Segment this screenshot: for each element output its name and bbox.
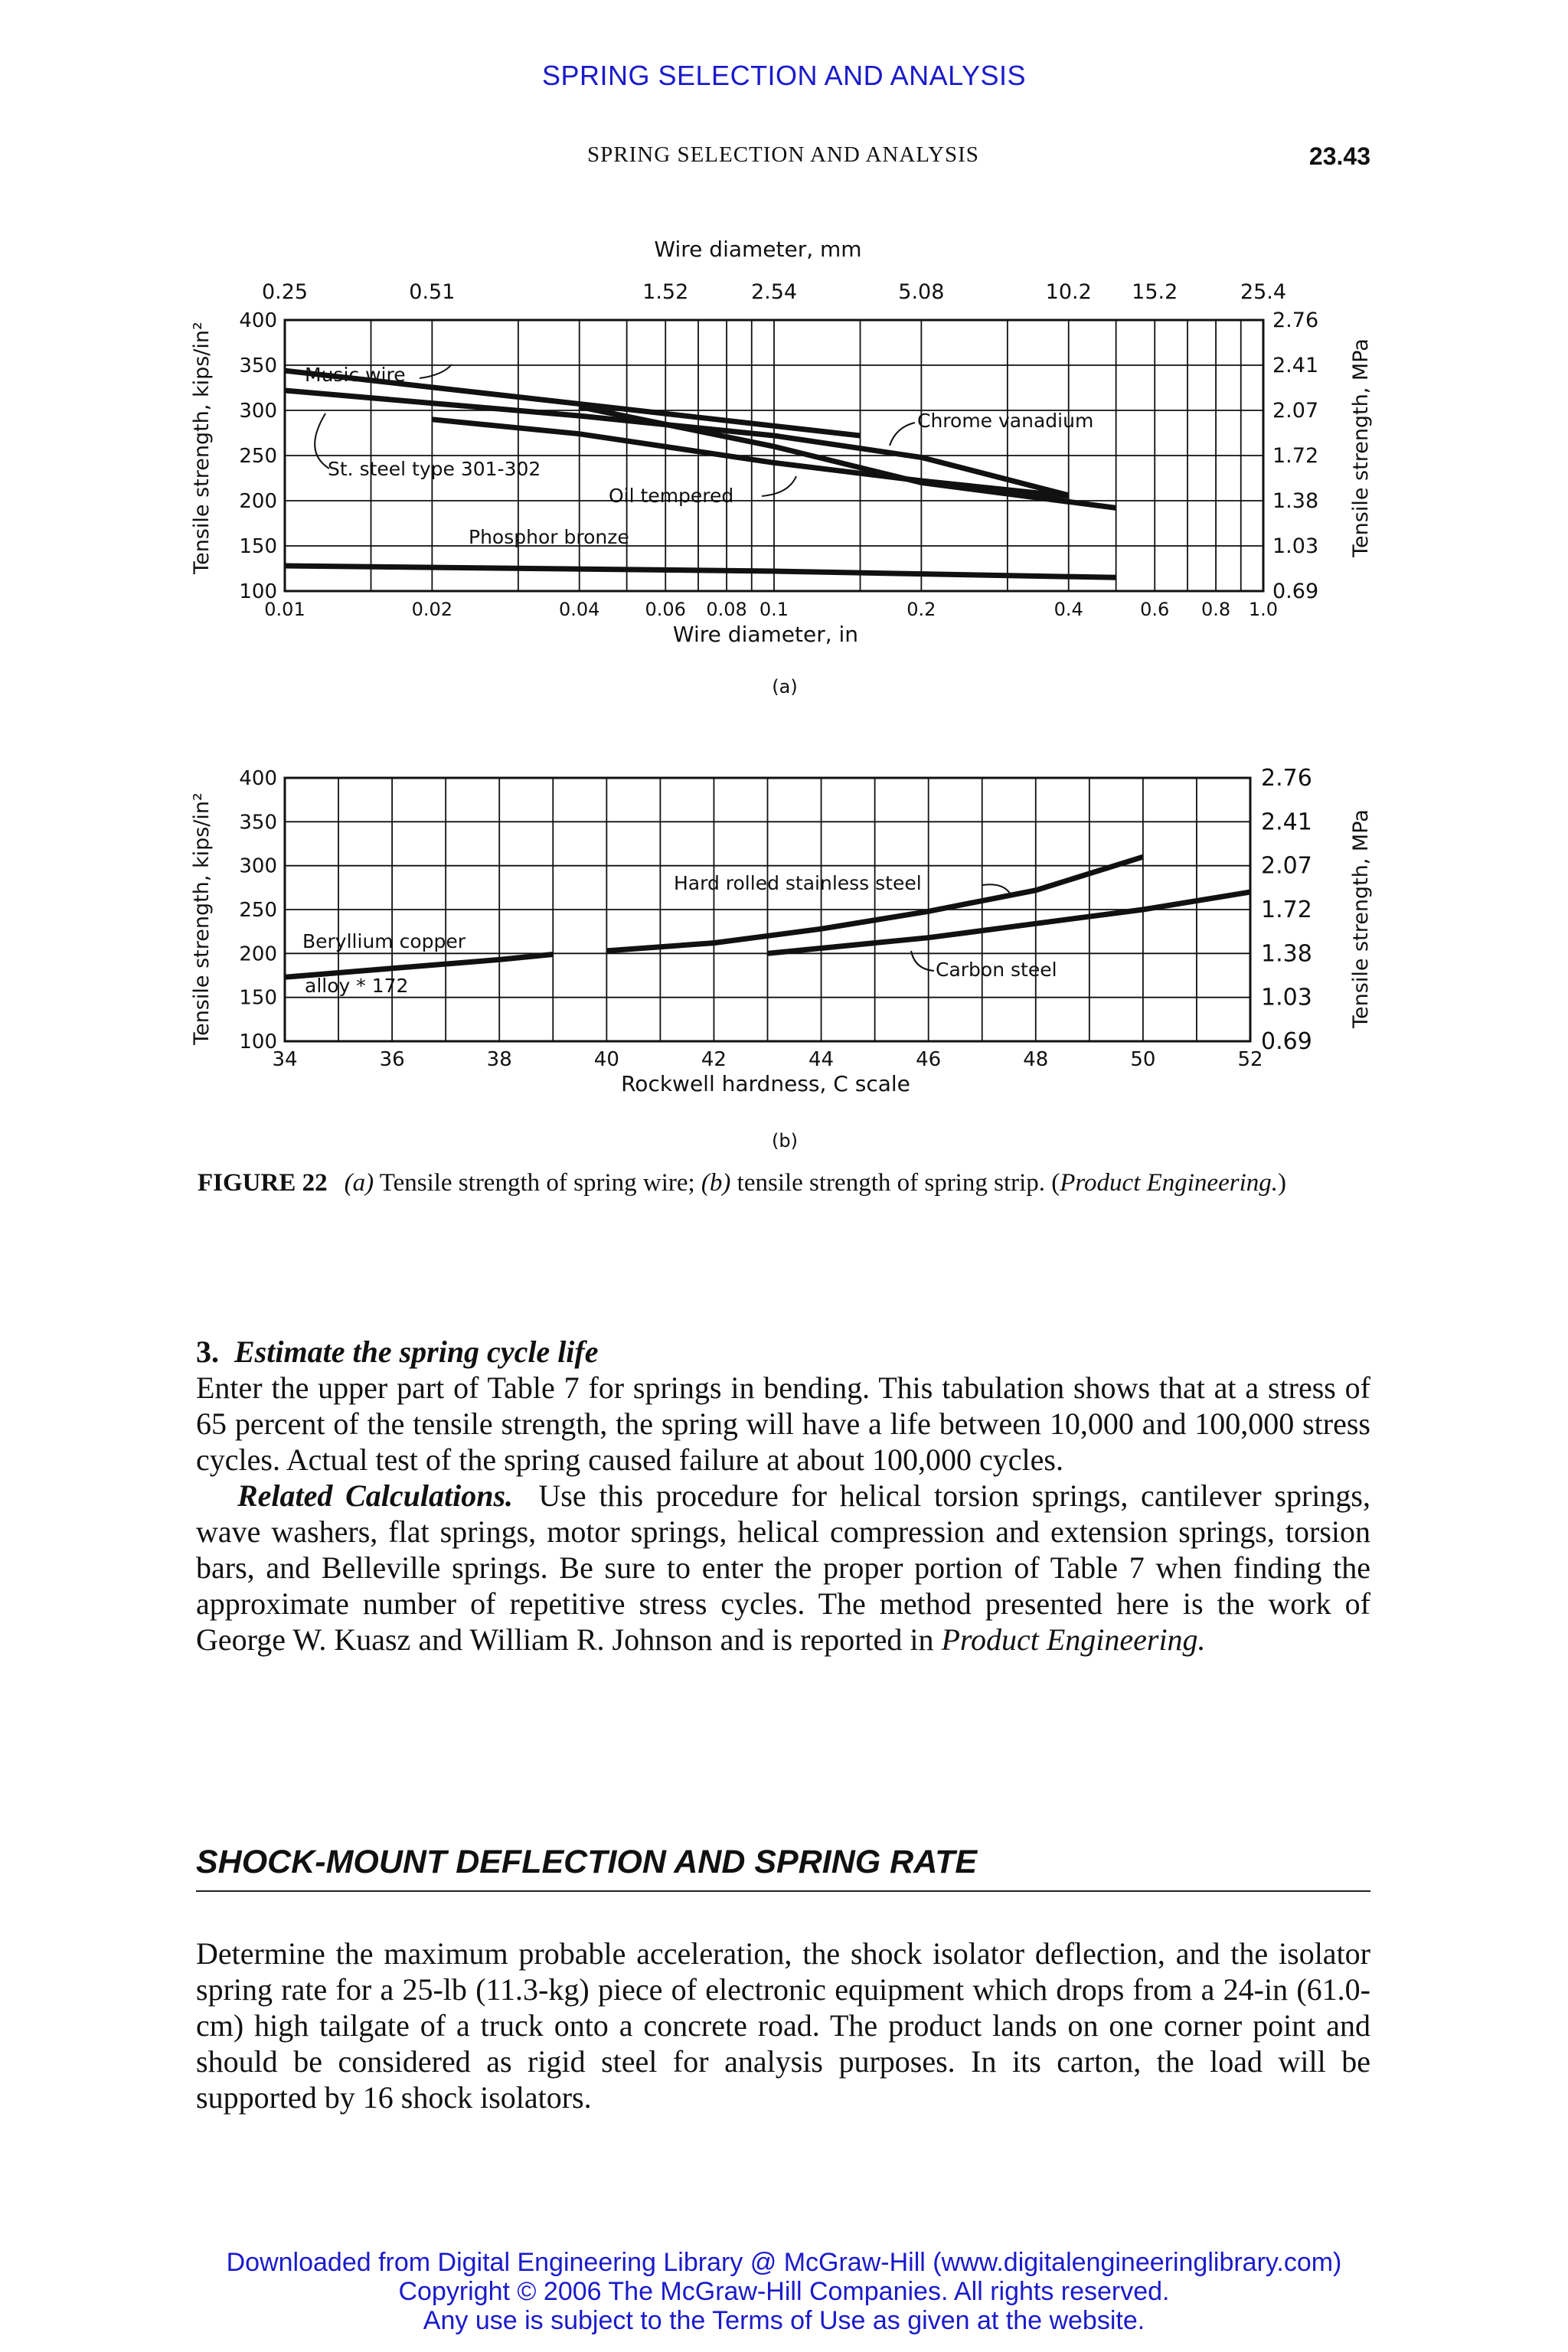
y-tick-label: 150 [239,986,277,1010]
x-tick-label: 0.08 [706,599,747,620]
right-axis-title: Tensile strength, MPa [1349,338,1373,557]
label-beryllium-1: Beryllium copper [302,930,466,952]
x-tick-label: 50 [1130,1048,1156,1071]
x2-tick-label: 2.54 [750,280,798,304]
step-3-text: Enter the upper part of Table 7 for springs in bending. This tabulation shows that at a stress of 65 percent of the tensile strength, the spring will have a life between 10,000 and 100,000 stress cycles. Actual test of the spring caused failure at about 100,000 cycles. [196,1370,1370,1477]
footer-download-link[interactable]: Downloaded from Digital Engineering Library @ McGraw-Hill (www.digitalengineeringlibrary.com) [226,2248,1342,2277]
y2-tick-label: 1.72 [1272,444,1319,468]
label-phosphor-bronze: Phosphor bronze [469,526,629,548]
x-tick-label: 0.6 [1140,599,1170,620]
x2-tick-label: 0.51 [409,280,456,304]
y2-tick-label: 1.72 [1261,897,1312,923]
label-hard-rolled: Hard rolled stainless steel [674,872,922,894]
y2-tick-label: 1.03 [1272,534,1319,558]
chart-strip-tensile-strength [0,758,1568,1171]
leader-oil-tempered [762,476,796,496]
running-head [196,142,1370,176]
label-stainless: St. steel type 301-302 [328,458,541,480]
y-tick-label: 200 [239,942,277,966]
y-tick-label: 100 [239,1031,277,1054]
section-body [196,1936,1370,2115]
x-tick-label: 0.02 [411,599,453,620]
page-number: 23.43 [1308,142,1370,170]
x-tick-label: 48 [1023,1048,1049,1071]
y-tick-label: 150 [239,535,277,558]
y2-tick-label: 2.07 [1272,399,1319,423]
x-tick-label: 0.01 [264,599,305,620]
y2-tick-label: 2.07 [1261,852,1312,880]
right-axis-title-b: Tensile strength, MPa [1349,809,1373,1028]
caption-label: FIGURE 22 [198,1169,328,1197]
y-tick-label: 350 [239,354,277,377]
x2-tick-label: 10.2 [1045,280,1092,304]
step-3-heading [196,1334,1370,1370]
label-carbon-steel: Carbon steel [936,959,1057,981]
related-calculations [196,1478,1370,1658]
step-3-block [196,1334,1370,1658]
label-beryllium-2: alloy * 172 [305,975,409,997]
bottom-axis-title-b: Rockwell hardness, C scale [621,1071,910,1096]
caption-close: ) [1278,1169,1286,1197]
related-text: Use this procedure for helical torsion springs, cantilever springs, wave washers, flat springs, motor springs, helical compression and extension springs, torsion bars, and Belleville springs. Be sure to enter the proper portion of Table 7 when finding the approximate number of repetitive stress cycles. The method presented here is the work of George W. Kuasz and William R. Johnson and is reported in [196,1478,1370,1657]
y-tick-label: 400 [239,767,277,790]
chart-wire-tensile-strength [0,222,1568,712]
y2-tick-label: 2.41 [1272,354,1319,377]
leader-music-wire [420,364,452,378]
leader-chrome-vanadium [890,423,915,446]
figure-caption [198,1167,1370,1199]
series-beryllium-copper [285,955,553,978]
x2-tick-label: 25.4 [1240,280,1287,304]
leader-hard-rolled [982,884,1011,894]
x-tick-label: 0.1 [759,599,789,620]
y2-tick-label: 2.41 [1261,808,1312,836]
series-carbon-steel [768,892,1251,953]
x-tick-label: 42 [701,1048,727,1071]
footer [0,2248,1568,2335]
x-tick-label: 52 [1237,1048,1263,1071]
related-label: Related Calculations. [237,1478,514,1513]
y-tick-label: 200 [239,490,277,513]
footer-copyright: Copyright © 2006 The McGraw-Hill Companies. All rights reserved. [398,2277,1170,2306]
left-axis-title-b: Tensile strength, kips/in² [190,792,214,1045]
label-chrome-vanadium: Chrome vanadium [917,410,1094,432]
top-banner-link[interactable]: SPRING SELECTION AND ANALYSIS [541,60,1027,91]
y2-tick-label: 1.38 [1261,940,1312,968]
y-tick-label: 100 [239,580,277,603]
y-tick-label: 250 [239,899,277,922]
x-tick-label: 46 [916,1048,942,1071]
running-head-title: SPRING SELECTION AND ANALYSIS [587,142,979,167]
y2-tick-label: 2.76 [1261,765,1312,792]
x2-tick-label: 0.25 [261,280,309,304]
caption-text-b: tensile strength of spring strip. ( [730,1169,1060,1197]
y2-tick-label: 1.03 [1261,984,1312,1011]
x2-tick-label: 1.52 [642,280,689,304]
label-music-wire: Music wire [305,364,406,386]
x-tick-label: 0.4 [1054,599,1083,620]
x-tick-label: 0.2 [906,599,936,620]
y2-tick-label: 1.38 [1272,489,1319,513]
caption-part-b: (b) [701,1169,731,1197]
x-tick-label: 0.8 [1200,599,1231,620]
series-phosphor-bronze [285,566,1116,577]
y-tick-label: 400 [239,309,277,332]
x-tick-label: 0.06 [645,599,686,620]
footer-terms-link[interactable]: Any use is subject to the Terms of Use as given at the website. [423,2306,1145,2335]
label-oil-tempered: Oil tempered [609,485,734,507]
x-tick-label: 38 [486,1048,512,1071]
x2-tick-label: 15.2 [1132,280,1178,304]
step-number: 3. [196,1334,219,1369]
caption-part-a: (a) [344,1169,374,1197]
y-tick-label: 300 [239,854,277,878]
x-tick-label: 36 [379,1048,405,1071]
x2-tick-label: 5.08 [898,280,945,304]
x-tick-label: 44 [808,1048,835,1071]
section-heading: SHOCK-MOUNT DEFLECTION AND SPRING RATE [196,1844,1370,1892]
step-title: Estimate the spring cycle life [234,1334,599,1369]
x-tick-label: 1.0 [1248,599,1279,620]
x-tick-label: 34 [272,1048,298,1071]
y2-tick-label: 0.69 [1261,1028,1312,1055]
related-source: Product Engineering. [941,1622,1206,1657]
panel-label-a: (a) [772,676,798,697]
caption-source: Product Engineering. [1060,1169,1278,1197]
y-tick-label: 350 [239,811,277,835]
y2-tick-label: 2.76 [1272,309,1319,332]
bottom-axis-title: Wire diameter, in [672,622,859,647]
panel-label-b: (b) [772,1130,798,1152]
left-axis-title: Tensile strength, kips/in² [190,322,214,574]
top-axis-title: Wire diameter, mm [654,237,862,262]
section-text: Determine the maximum probable acceleration, the shock isolator deflection, and the isolator spring rate for a 25-lb (11.3-kg) piece of electronic equipment which drops from a 24-in (61.0-cm) high tailgate of a truck onto a concrete road. The product lands on one corner point and should be considered as rigid steel for analysis purposes. In its carton, the load will be supported by 16 shock isolators. [196,1936,1370,2115]
y-tick-label: 250 [239,445,277,468]
y2-tick-label: 0.69 [1272,580,1319,603]
y-tick-label: 300 [239,400,277,423]
x-tick-label: 40 [593,1048,619,1071]
x-tick-label: 0.04 [558,599,600,620]
caption-text-a: Tensile strength of spring wire; [374,1169,701,1197]
